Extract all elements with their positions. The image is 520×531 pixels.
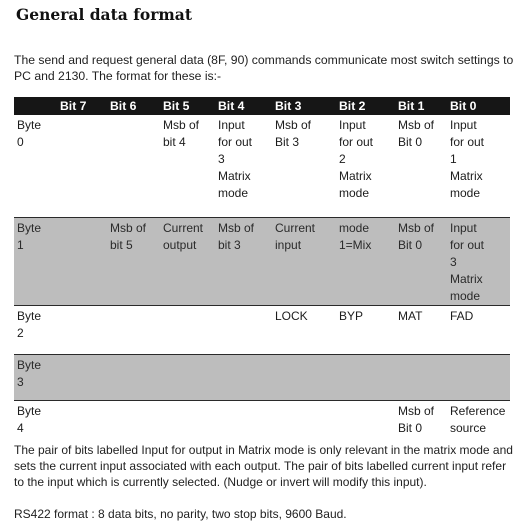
table-row (14, 305, 510, 354)
rs422-format-line: RS422 format : 8 data bits, no parity, two stop bits, 9600 Baud. (14, 507, 347, 521)
bit-cell (215, 400, 272, 442)
bit-cell: BYP (336, 305, 395, 354)
bit-cell: Reference source (447, 400, 510, 442)
table-body (14, 115, 510, 442)
byte-label-cell: Byte 2 (14, 305, 57, 354)
header-cell-bit2: Bit 2 (336, 97, 395, 115)
bit-cell (107, 400, 160, 442)
bit-cell (215, 305, 272, 354)
bit-cell (272, 400, 336, 442)
bit-cell (107, 305, 160, 354)
table-row (14, 400, 510, 442)
header-cell-bit7: Bit 7 (57, 97, 107, 115)
table-header-row (14, 97, 510, 115)
bit-format-table (14, 97, 510, 442)
bit-cell: Current input (272, 217, 336, 305)
bit-cell: Msb of bit 4 (160, 115, 215, 217)
byte-label-cell: Byte 3 (14, 354, 57, 400)
bit-cell (57, 400, 107, 442)
bit-cell (336, 354, 395, 400)
bit-cell: MAT (395, 305, 447, 354)
bit-cell (57, 115, 107, 217)
bit-cell (57, 305, 107, 354)
byte-label-cell: Byte 1 (14, 217, 57, 305)
bit-cell: Msb of bit 5 (107, 217, 160, 305)
table-row (14, 217, 510, 305)
notes-paragraph: The pair of bits labelled Input for output in Matrix mode is only relevant in the matrix mode and sets the current input associated with each output. The pair of bits labelled current input refer to the input which is currently selected. (Nudge or invert will modify this input). (14, 443, 513, 489)
bit-cell (107, 354, 160, 400)
bit-cell (57, 354, 107, 400)
section-heading: General data format (16, 5, 192, 24)
bit-cell (395, 354, 447, 400)
bit-cell (447, 354, 510, 400)
header-cell-bit0: Bit 0 (447, 97, 510, 115)
bit-cell (215, 354, 272, 400)
bit-cell: Input for out 2 Matrix mode (336, 115, 395, 217)
bit-cell: Msb of Bit 0 (395, 217, 447, 305)
byte-label-cell: Byte 0 (14, 115, 57, 217)
bit-cell: Input for out 3 Matrix mode (447, 217, 510, 305)
bit-cell (57, 217, 107, 305)
bit-cell (160, 305, 215, 354)
bit-cell (160, 354, 215, 400)
bit-cell: FAD (447, 305, 510, 354)
header-cell-bit1: Bit 1 (395, 97, 447, 115)
header-cell-bit5: Bit 5 (160, 97, 215, 115)
bit-cell: mode 1=Mix (336, 217, 395, 305)
bit-cell (272, 354, 336, 400)
header-cell-bit6: Bit 6 (107, 97, 160, 115)
bit-cell (107, 115, 160, 217)
table-row (14, 115, 510, 217)
bit-cell: Msb of Bit 3 (272, 115, 336, 217)
table-row (14, 354, 510, 400)
bit-cell (336, 400, 395, 442)
header-cell-bit3: Bit 3 (272, 97, 336, 115)
bit-cell: Msb of Bit 0 (395, 115, 447, 217)
bit-cell: Input for out 1 Matrix mode (447, 115, 510, 217)
intro-paragraph: The send and request general data (8F, 90) commands communicate most switch settings to PC and 2130. The format for these is:- (14, 53, 514, 83)
byte-label-cell: Byte 4 (14, 400, 57, 442)
bit-cell: Current output (160, 217, 215, 305)
bit-cell: Msb of bit 3 (215, 217, 272, 305)
bit-cell (160, 400, 215, 442)
bit-cell: Input for out 3 Matrix mode (215, 115, 272, 217)
bit-cell: Msb of Bit 0 (395, 400, 447, 442)
bit-cell: LOCK (272, 305, 336, 354)
header-cell-bit4: Bit 4 (215, 97, 272, 115)
header-cell-byte (14, 97, 57, 115)
